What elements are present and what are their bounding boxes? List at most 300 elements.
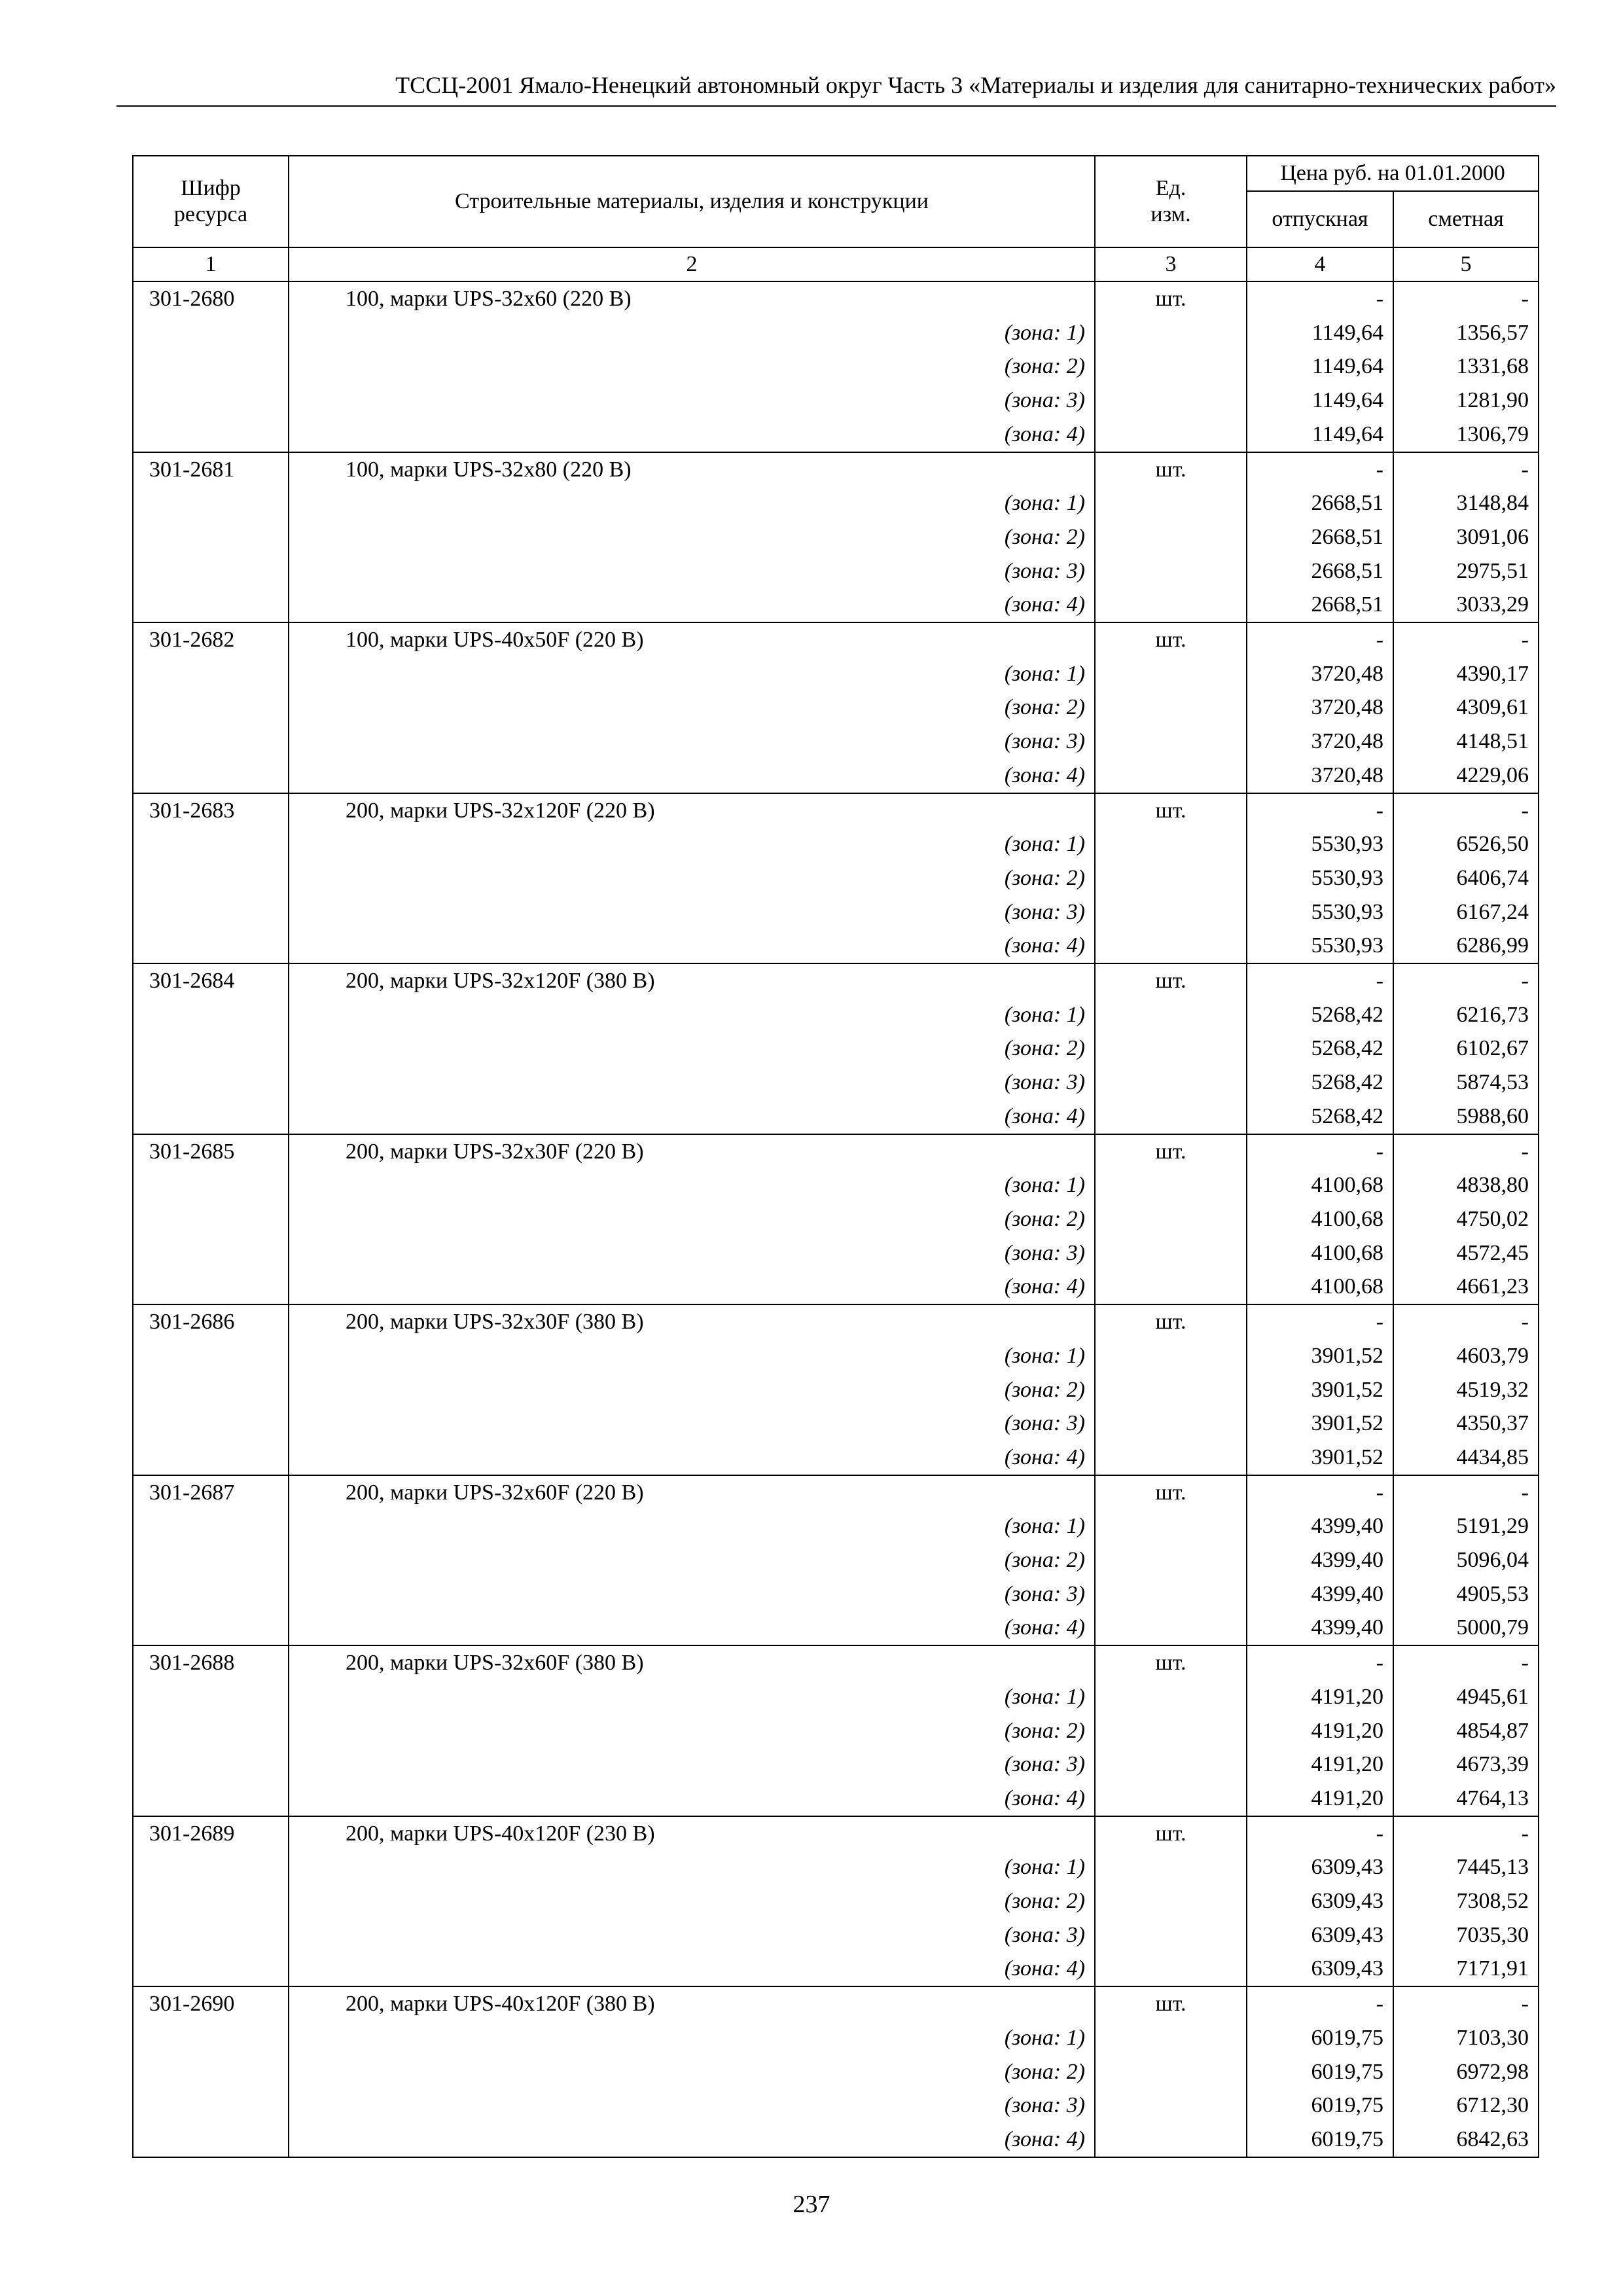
empty-cell [133, 1748, 289, 1782]
release-price-cell: 2668,51 [1247, 486, 1393, 520]
empty-cell [1095, 1100, 1247, 1134]
empty-cell [133, 759, 289, 793]
empty-cell [133, 350, 289, 384]
zone-label: (зона: 3) [289, 554, 1095, 588]
resource-code: 301-2688 [133, 1645, 289, 1680]
zone-label: (зона: 2) [289, 861, 1095, 895]
release-price-cell: 6309,43 [1247, 1918, 1393, 1952]
release-price-cell: 6019,75 [1247, 2055, 1393, 2089]
release-price-cell: 4191,20 [1247, 1714, 1393, 1748]
zone-row [133, 418, 1539, 452]
empty-cell [133, 1441, 289, 1475]
zone-row [133, 1066, 1539, 1100]
estimate-price-cell: 5096,04 [1393, 1543, 1539, 1577]
zone-row [133, 2021, 1539, 2055]
zone-label: (зона: 3) [289, 384, 1095, 418]
zone-row [133, 1952, 1539, 1986]
release-price-cell: 3720,48 [1247, 759, 1393, 793]
zone-label: (зона: 2) [289, 2055, 1095, 2089]
release-price-cell: 3901,52 [1247, 1407, 1393, 1441]
empty-cell [133, 486, 289, 520]
zone-row [133, 2055, 1539, 2089]
estimate-price-cell: 4661,23 [1393, 1270, 1539, 1304]
empty-cell [1095, 486, 1247, 520]
release-price-cell: - [1247, 1475, 1393, 1510]
column-number: 3 [1095, 247, 1247, 281]
estimate-price-cell: 6102,67 [1393, 1031, 1539, 1066]
empty-cell [133, 1714, 289, 1748]
zone-label: (зона: 2) [289, 520, 1095, 554]
zone-row [133, 827, 1539, 861]
zone-label: (зона: 4) [289, 1441, 1095, 1475]
zone-row [133, 384, 1539, 418]
empty-cell [133, 316, 289, 350]
zone-label: (зона: 3) [289, 895, 1095, 929]
unit-cell: шт. [1095, 622, 1247, 657]
empty-cell [133, 1236, 289, 1270]
unit-cell: шт. [1095, 1645, 1247, 1680]
estimate-price-cell: 6216,73 [1393, 998, 1539, 1032]
zone-row [133, 929, 1539, 963]
empty-cell [133, 520, 289, 554]
zone-label: (зона: 3) [289, 725, 1095, 759]
zone-row [133, 725, 1539, 759]
column-number: 5 [1393, 247, 1539, 281]
resource-code: 301-2685 [133, 1134, 289, 1169]
release-price-cell: 4100,68 [1247, 1202, 1393, 1236]
table-row [133, 1816, 1539, 1851]
table-row [133, 622, 1539, 657]
column-header-code: Шифр ресурса [133, 156, 289, 247]
zone-label: (зона: 4) [289, 1611, 1095, 1645]
estimate-price-cell: 1356,57 [1393, 316, 1539, 350]
resource-name: 200, марки UPS-32x120F (380 В) [289, 963, 1095, 998]
zone-row [133, 1168, 1539, 1202]
zone-row [133, 350, 1539, 384]
empty-cell [133, 895, 289, 929]
empty-cell [1095, 998, 1247, 1032]
empty-cell [133, 1373, 289, 1407]
estimate-price-cell: 4838,80 [1393, 1168, 1539, 1202]
zone-row [133, 1373, 1539, 1407]
estimate-price-cell: 4148,51 [1393, 725, 1539, 759]
running-header: ТССЦ-2001 Ямало-Ненецкий автономный округ Часть 3 «Материалы и изделия для санитарно-технических работ» [395, 72, 1556, 98]
estimate-price-cell: - [1393, 793, 1539, 828]
estimate-price-cell: 4764,13 [1393, 1782, 1539, 1816]
zone-label: (зона: 1) [289, 1168, 1095, 1202]
zone-row [133, 1270, 1539, 1304]
zone-label: (зона: 2) [289, 350, 1095, 384]
empty-cell [1095, 1202, 1247, 1236]
zone-row [133, 486, 1539, 520]
empty-cell [1095, 1509, 1247, 1543]
page-number: 237 [793, 2191, 830, 2218]
zone-row [133, 1850, 1539, 1884]
release-price-cell: 6019,75 [1247, 2089, 1393, 2123]
empty-cell [1095, 1441, 1247, 1475]
empty-cell [133, 725, 289, 759]
estimate-price-cell: 4905,53 [1393, 1577, 1539, 1611]
table-row [133, 1986, 1539, 2021]
estimate-price-cell: 4229,06 [1393, 759, 1539, 793]
zone-row [133, 316, 1539, 350]
estimate-price-cell: 4434,85 [1393, 1441, 1539, 1475]
empty-cell [133, 1100, 289, 1134]
empty-cell [1095, 1407, 1247, 1441]
zone-label: (зона: 4) [289, 929, 1095, 963]
table-row [133, 963, 1539, 998]
estimate-price-cell: 1331,68 [1393, 350, 1539, 384]
unit-cell: шт. [1095, 1475, 1247, 1510]
empty-cell [133, 1339, 289, 1373]
release-price-cell: 5530,93 [1247, 929, 1393, 963]
zone-label: (зона: 3) [289, 1066, 1095, 1100]
estimate-price-cell: - [1393, 1645, 1539, 1680]
empty-cell [1095, 1031, 1247, 1066]
zone-label: (зона: 3) [289, 1918, 1095, 1952]
zone-label: (зона: 4) [289, 588, 1095, 622]
zone-row [133, 554, 1539, 588]
table-row [133, 1134, 1539, 1169]
release-price-cell: 5530,93 [1247, 861, 1393, 895]
zone-label: (зона: 1) [289, 1680, 1095, 1714]
table-row [133, 281, 1539, 316]
release-price-cell: 4100,68 [1247, 1168, 1393, 1202]
table-row [133, 793, 1539, 828]
empty-cell [133, 1680, 289, 1714]
empty-cell [133, 1407, 289, 1441]
zone-label: (зона: 4) [289, 418, 1095, 452]
zone-label: (зона: 2) [289, 1714, 1095, 1748]
column-number: 2 [289, 247, 1095, 281]
estimate-price-cell: 6712,30 [1393, 2089, 1539, 2123]
release-price-cell: - [1247, 281, 1393, 316]
empty-cell [1095, 691, 1247, 725]
release-price-cell: 4191,20 [1247, 1748, 1393, 1782]
estimate-price-cell: - [1393, 1986, 1539, 2021]
resource-group [133, 452, 1539, 623]
empty-cell [133, 1611, 289, 1645]
resource-group [133, 1986, 1539, 2157]
estimate-price-cell: - [1393, 1816, 1539, 1851]
zone-label: (зона: 4) [289, 1270, 1095, 1304]
resource-name: 200, марки UPS-32x120F (220 В) [289, 793, 1095, 828]
release-price-cell: 2668,51 [1247, 554, 1393, 588]
estimate-price-cell: 6406,74 [1393, 861, 1539, 895]
empty-cell [1095, 1168, 1247, 1202]
estimate-price-cell: 1281,90 [1393, 384, 1539, 418]
empty-cell [133, 2089, 289, 2123]
estimate-price-cell: 6167,24 [1393, 895, 1539, 929]
zone-label: (зона: 1) [289, 486, 1095, 520]
zone-row [133, 588, 1539, 622]
resource-code: 301-2680 [133, 281, 289, 316]
empty-cell [1095, 1577, 1247, 1611]
zone-row [133, 1748, 1539, 1782]
resource-code: 301-2684 [133, 963, 289, 998]
zone-row [133, 759, 1539, 793]
release-price-cell: 3901,52 [1247, 1441, 1393, 1475]
empty-cell [1095, 1611, 1247, 1645]
zone-label: (зона: 2) [289, 1031, 1095, 1066]
estimate-price-cell: 5988,60 [1393, 1100, 1539, 1134]
empty-cell [133, 1509, 289, 1543]
release-price-cell: - [1247, 1816, 1393, 1851]
unit-cell: шт. [1095, 281, 1247, 316]
empty-cell [1095, 895, 1247, 929]
zone-label: (зона: 1) [289, 1509, 1095, 1543]
estimate-price-cell: 4390,17 [1393, 657, 1539, 691]
empty-cell [133, 418, 289, 452]
estimate-price-cell: 3091,06 [1393, 520, 1539, 554]
estimate-price-cell: 1306,79 [1393, 418, 1539, 452]
release-price-cell: 5268,42 [1247, 998, 1393, 1032]
estimate-price-cell: 4750,02 [1393, 1202, 1539, 1236]
empty-cell [1095, 1714, 1247, 1748]
release-price-cell: - [1247, 1986, 1393, 2021]
empty-cell [133, 1202, 289, 1236]
zone-label: (зона: 1) [289, 316, 1095, 350]
unit-cell: шт. [1095, 963, 1247, 998]
zone-row [133, 1680, 1539, 1714]
resource-group [133, 1134, 1539, 1305]
release-price-cell: 5530,93 [1247, 827, 1393, 861]
estimate-price-cell: 4572,45 [1393, 1236, 1539, 1270]
zone-row [133, 1577, 1539, 1611]
zone-label: (зона: 4) [289, 759, 1095, 793]
empty-cell [1095, 2021, 1247, 2055]
release-price-cell: 4399,40 [1247, 1611, 1393, 1645]
resource-name: 200, марки UPS-40x120F (230 В) [289, 1816, 1095, 1851]
empty-cell [133, 691, 289, 725]
unit-cell: шт. [1095, 452, 1247, 487]
estimate-price-cell: - [1393, 1304, 1539, 1339]
zone-row [133, 861, 1539, 895]
release-price-cell: 6309,43 [1247, 1952, 1393, 1986]
release-price-cell: 6019,75 [1247, 2123, 1393, 2157]
empty-cell [1095, 1236, 1247, 1270]
zone-label: (зона: 4) [289, 2123, 1095, 2157]
estimate-price-cell: 5000,79 [1393, 1611, 1539, 1645]
release-price-cell: 3901,52 [1247, 1339, 1393, 1373]
estimate-price-cell: 3148,84 [1393, 486, 1539, 520]
empty-cell [1095, 2123, 1247, 2157]
empty-cell [133, 929, 289, 963]
empty-cell [1095, 657, 1247, 691]
release-price-cell: 4191,20 [1247, 1680, 1393, 1714]
release-price-cell: - [1247, 1645, 1393, 1680]
release-price-cell: 1149,64 [1247, 316, 1393, 350]
empty-cell [1095, 350, 1247, 384]
resource-group [133, 793, 1539, 964]
column-header-unit: Ед. изм. [1095, 156, 1247, 247]
empty-cell [1095, 316, 1247, 350]
estimate-price-cell: 7445,13 [1393, 1850, 1539, 1884]
empty-cell [133, 2055, 289, 2089]
resource-group [133, 963, 1539, 1134]
resource-group [133, 281, 1539, 452]
zone-label: (зона: 4) [289, 1100, 1095, 1134]
empty-cell [133, 1884, 289, 1918]
table-row [133, 1304, 1539, 1339]
zone-label: (зона: 1) [289, 1850, 1095, 1884]
resource-name: 200, марки UPS-32x60F (220 В) [289, 1475, 1095, 1510]
empty-cell [1095, 1952, 1247, 1986]
empty-cell [133, 1031, 289, 1066]
release-price-cell: 4399,40 [1247, 1509, 1393, 1543]
estimate-price-cell: 6842,63 [1393, 2123, 1539, 2157]
empty-cell [1095, 418, 1247, 452]
estimate-price-cell: - [1393, 1134, 1539, 1169]
zone-label: (зона: 4) [289, 1782, 1095, 1816]
zone-row [133, 1031, 1539, 1066]
release-price-cell: 1149,64 [1247, 418, 1393, 452]
estimate-price-cell: - [1393, 963, 1539, 998]
empty-cell [133, 1066, 289, 1100]
zone-row [133, 1339, 1539, 1373]
empty-cell [133, 2021, 289, 2055]
empty-cell [1095, 827, 1247, 861]
zone-row [133, 1202, 1539, 1236]
empty-cell [1095, 929, 1247, 963]
resource-code: 301-2683 [133, 793, 289, 828]
release-price-cell: 2668,51 [1247, 588, 1393, 622]
resource-name: 100, марки UPS-32x60 (220 В) [289, 281, 1095, 316]
release-price-cell: 4399,40 [1247, 1543, 1393, 1577]
empty-cell [133, 1782, 289, 1816]
zone-label: (зона: 1) [289, 657, 1095, 691]
estimate-price-cell: 6972,98 [1393, 2055, 1539, 2089]
zone-row [133, 691, 1539, 725]
empty-cell [1095, 1748, 1247, 1782]
release-price-cell: - [1247, 793, 1393, 828]
estimate-price-cell: 4350,37 [1393, 1407, 1539, 1441]
empty-cell [1095, 861, 1247, 895]
column-number: 1 [133, 247, 289, 281]
resource-code: 301-2690 [133, 1986, 289, 2021]
release-price-cell: - [1247, 622, 1393, 657]
release-price-cell: 5530,93 [1247, 895, 1393, 929]
estimate-price-cell: 4603,79 [1393, 1339, 1539, 1373]
zone-row [133, 1236, 1539, 1270]
zone-row [133, 1714, 1539, 1748]
resource-group [133, 1645, 1539, 1816]
release-price-cell: 4100,68 [1247, 1270, 1393, 1304]
zone-row [133, 1100, 1539, 1134]
estimate-price-cell: 4854,87 [1393, 1714, 1539, 1748]
empty-cell [1095, 1373, 1247, 1407]
price-table [132, 155, 1539, 2158]
zone-row [133, 1543, 1539, 1577]
zone-row [133, 1782, 1539, 1816]
empty-cell [133, 1918, 289, 1952]
estimate-price-cell: 6286,99 [1393, 929, 1539, 963]
estimate-price-cell: - [1393, 281, 1539, 316]
unit-cell: шт. [1095, 793, 1247, 828]
empty-cell [1095, 1884, 1247, 1918]
resource-code: 301-2681 [133, 452, 289, 487]
empty-cell [1095, 588, 1247, 622]
empty-cell [1095, 1543, 1247, 1577]
header-divider [116, 105, 1556, 107]
unit-cell: шт. [1095, 1986, 1247, 2021]
empty-cell [1095, 554, 1247, 588]
zone-row [133, 1884, 1539, 1918]
zone-row [133, 1611, 1539, 1645]
zone-row [133, 998, 1539, 1032]
estimate-price-cell: 5874,53 [1393, 1066, 1539, 1100]
release-price-cell: 6019,75 [1247, 2021, 1393, 2055]
estimate-price-cell: 7171,91 [1393, 1952, 1539, 1986]
estimate-price-cell: 4309,61 [1393, 691, 1539, 725]
estimate-price-cell: 4673,39 [1393, 1748, 1539, 1782]
estimate-price-cell: 2975,51 [1393, 554, 1539, 588]
empty-cell [1095, 520, 1247, 554]
release-price-cell: 3720,48 [1247, 725, 1393, 759]
resource-group [133, 622, 1539, 793]
zone-row [133, 895, 1539, 929]
release-price-cell: 3901,52 [1247, 1373, 1393, 1407]
column-number: 4 [1247, 247, 1393, 281]
empty-cell [133, 384, 289, 418]
empty-cell [1095, 759, 1247, 793]
resource-name: 200, марки UPS-32x30F (220 В) [289, 1134, 1095, 1169]
empty-cell [1095, 1680, 1247, 1714]
release-price-cell: 4191,20 [1247, 1782, 1393, 1816]
resource-name: 200, марки UPS-32x60F (380 В) [289, 1645, 1095, 1680]
empty-cell [133, 1270, 289, 1304]
estimate-price-cell: 7103,30 [1393, 2021, 1539, 2055]
estimate-price-cell: - [1393, 1475, 1539, 1510]
empty-cell [133, 861, 289, 895]
column-header-release-price: отпускная [1247, 191, 1393, 247]
empty-cell [1095, 1066, 1247, 1100]
unit-cell: шт. [1095, 1304, 1247, 1339]
release-price-cell: 3720,48 [1247, 691, 1393, 725]
zone-label: (зона: 1) [289, 998, 1095, 1032]
zone-row [133, 657, 1539, 691]
empty-cell [133, 998, 289, 1032]
empty-cell [1095, 1782, 1247, 1816]
empty-cell [133, 1850, 289, 1884]
column-header-name: Строительные материалы, изделия и конструкции [289, 156, 1095, 247]
table-row [133, 452, 1539, 487]
table-row [133, 1645, 1539, 1680]
empty-cell [1095, 1339, 1247, 1373]
empty-cell [133, 1168, 289, 1202]
resource-group [133, 1475, 1539, 1646]
resource-code: 301-2687 [133, 1475, 289, 1510]
empty-cell [133, 1577, 289, 1611]
zone-row [133, 1509, 1539, 1543]
estimate-price-cell: 4945,61 [1393, 1680, 1539, 1714]
zone-label: (зона: 1) [289, 1339, 1095, 1373]
empty-cell [133, 1543, 289, 1577]
unit-cell: шт. [1095, 1134, 1247, 1169]
zone-label: (зона: 3) [289, 2089, 1095, 2123]
empty-cell [1095, 2055, 1247, 2089]
release-price-cell: 3720,48 [1247, 657, 1393, 691]
empty-cell [1095, 384, 1247, 418]
empty-cell [133, 657, 289, 691]
release-price-cell: 2668,51 [1247, 520, 1393, 554]
zone-label: (зона: 4) [289, 1952, 1095, 1986]
resource-name: 100, марки UPS-32x80 (220 В) [289, 452, 1095, 487]
estimate-price-cell: 7308,52 [1393, 1884, 1539, 1918]
empty-cell [133, 588, 289, 622]
estimate-price-cell: 7035,30 [1393, 1918, 1539, 1952]
zone-label: (зона: 2) [289, 1373, 1095, 1407]
